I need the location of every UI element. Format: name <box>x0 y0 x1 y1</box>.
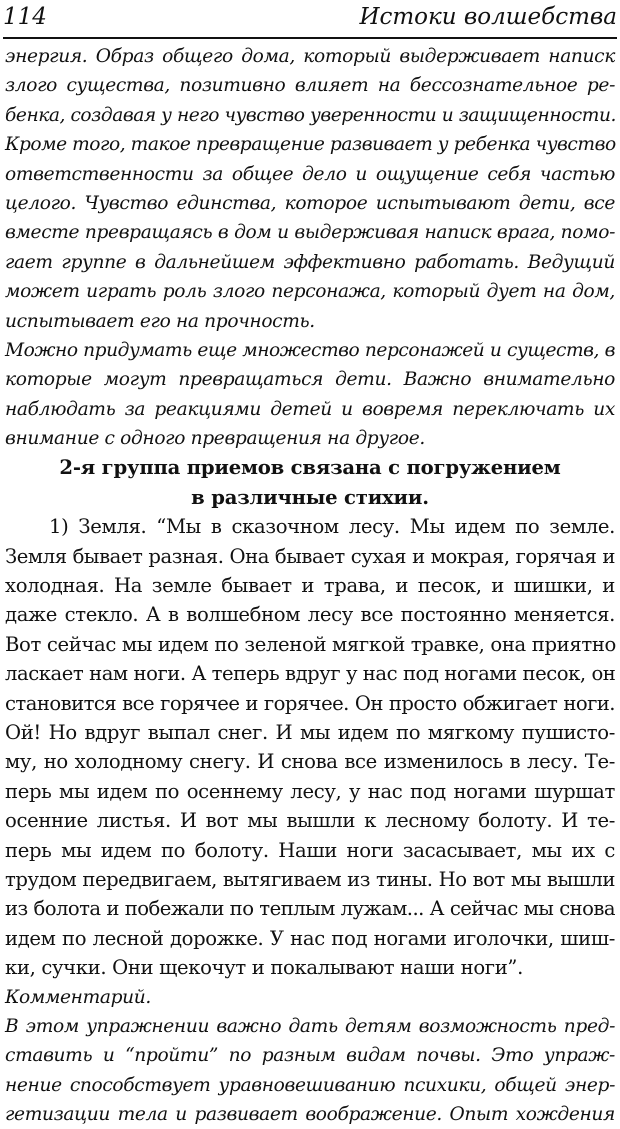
text-line: внимание с одного превращения на другое. <box>5 428 425 450</box>
text-line: бенка, создавая у него чувство уверенности и защищенности. <box>5 104 616 126</box>
text-line: гетизации тела и развивает воображение. Опыт хождения <box>5 1104 615 1126</box>
text-line: Земля бывает разная. Она бывает сухая и мокрая, горячая и <box>5 544 615 568</box>
text-line: холодная. На земле бывает и трава, и песок, и шишки, и <box>5 574 615 598</box>
text-line: трудом передвигаем, вытягиваем из тины. Но вот мы вышли <box>5 867 615 891</box>
text-line: Комментарий. <box>5 986 151 1008</box>
text-line: ки, сучки. Они щекочут и покалывают наши ноги”. <box>5 956 523 980</box>
text-line: му, но холодному снегу. И снова все изменилось в лесу. Те- <box>5 750 615 774</box>
text-line: Можно придумать еще множество персонажей и существ, в <box>5 339 615 361</box>
text-line: может играть роль злого персонажа, который дует на дом, <box>5 281 615 303</box>
text-line: наблюдать за реакциями детей и вовремя переключать их <box>5 398 615 420</box>
heading-line: 2-я группа приемов связана с погружением <box>59 456 561 480</box>
header-rule <box>3 37 617 39</box>
heading-line: в различные стихии. <box>191 485 429 509</box>
text-line: энергия. Образ общего дома, который выдерживает написк <box>5 46 615 67</box>
paragraph-more-characters <box>5 336 615 454</box>
text-line: Ой! Но вдруг выпал снег. И мы идем по мягкому пушисто- <box>5 720 615 744</box>
text-line: даже стекло. А в волшебном лесу все постоянно меняется. <box>5 603 615 627</box>
paragraph-comment <box>5 1012 615 1129</box>
section-heading <box>5 453 615 512</box>
comment-label <box>5 983 615 1012</box>
text-line: ставить и “пройти” по разным видам почвы. Это упраж- <box>5 1045 615 1067</box>
text-line: В этом упражнении важно дать детям возможность пред- <box>5 1015 615 1037</box>
text-line: ответственности за общее дело и ощущение себя частью <box>5 163 615 185</box>
text-line: нение способствует уравновешиванию психики, общей энер- <box>5 1074 615 1096</box>
text-line: ласкает нам ноги. А теперь вдруг у нас под ногами песок, он <box>5 662 616 686</box>
text-line: идем по лесной дорожке. У нас под ногами иголочки, шиш- <box>5 926 615 950</box>
paragraph-house-image <box>5 42 615 336</box>
paragraph-earth-exercise <box>5 512 615 982</box>
text-line: злого существа, позитивно влияет на бессознательное ре- <box>5 75 615 97</box>
text-line: вместе превращаясь в дом и выдерживая написк врага, помо- <box>5 222 615 244</box>
text-line: становится все горячее и горячее. Он просто обжигает ноги. <box>5 691 615 715</box>
text-line: Кроме того, такое превращение развивает у ребенка чувство <box>5 134 616 156</box>
text-line: из болота и побежали по теплым лужам... А сейчас мы снова <box>5 897 615 921</box>
page-number: 114 <box>3 4 47 30</box>
text-line: испытывает его на прочность. <box>5 310 315 332</box>
text-line: перь мы идем по осеннему лесу, у нас под ногами шуршат <box>5 779 615 803</box>
text-line: осенние листья. И вот мы вышли к лесному болоту. И те- <box>5 809 615 833</box>
text-line: гает группе в дальнейшем эффективно работать. Ведущий <box>5 251 615 273</box>
text-line: перь мы идем по болоту. Наши ноги засасывает, мы их с <box>5 838 615 862</box>
text-line: целого. Чувство единства, которое испытывают дети, все <box>5 192 615 214</box>
page-text <box>5 42 615 1129</box>
page-header <box>3 4 617 34</box>
text-line: 1) Земля. “Мы в сказочном лесу. Мы идем по земле. <box>49 515 615 539</box>
text-line: Вот сейчас мы идем по зеленой мягкой травке, она приятно <box>5 632 617 656</box>
text-line: которые могут превращаться дети. Важно внимательно <box>5 369 615 391</box>
running-title: Истоки волшебства <box>359 4 617 30</box>
